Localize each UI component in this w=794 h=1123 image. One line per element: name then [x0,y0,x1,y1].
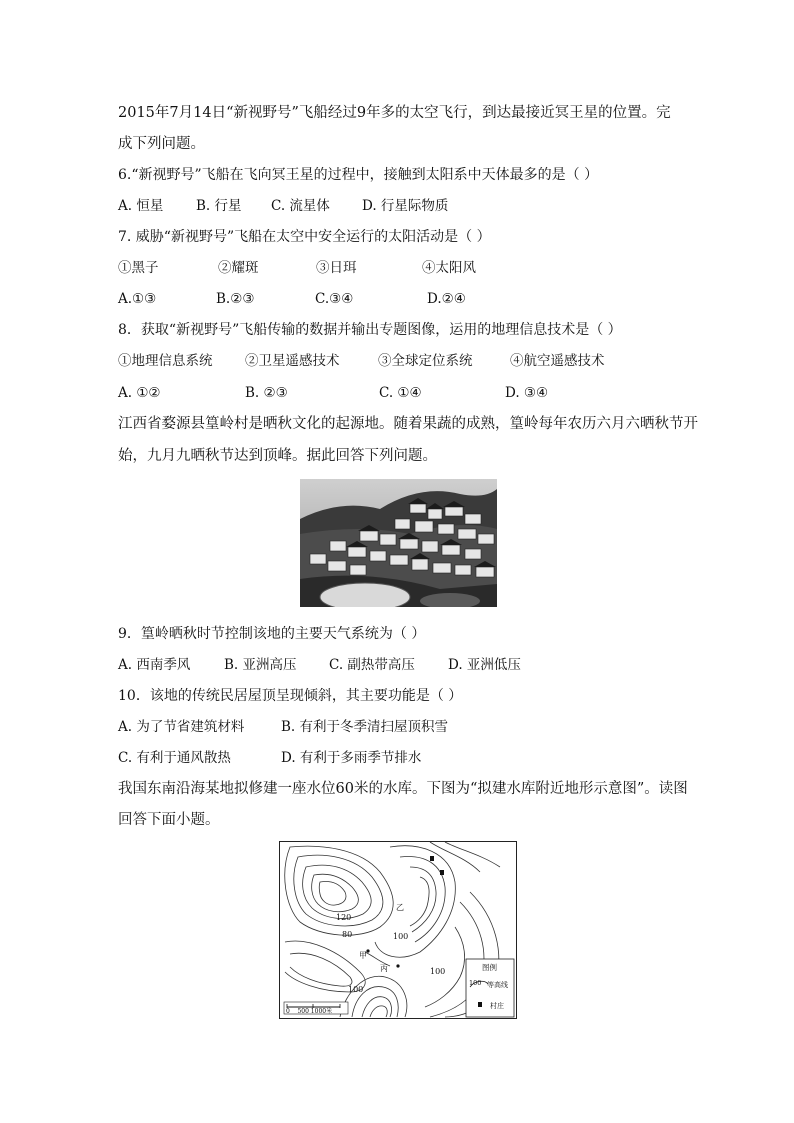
intro-3-line-1: 我国东南沿海某地拟修建一座水位60米的水库。下图为“拟建水库附近地形示意图”。读图 [118,781,688,797]
q7-item-2: ②耀斑 [218,260,259,276]
intro-2-line-1: 江西省婺源县篁岭村是晒秋文化的起源地。随着果蔬的成熟，篁岭每年农历六月六晒秋节开 [118,416,698,432]
village-marker [440,870,444,875]
contour-label-120: 120 [336,913,352,922]
point-label-jia: 甲 [359,951,367,960]
legend-contour-label: 等高线 [487,981,508,989]
q7-option-b: B.②③ [216,291,255,307]
q10-option-c: C. 有利于通风散热 [118,750,231,766]
q7-option-d: D.②④ [427,291,466,307]
q9-option-d: D. 亚洲低压 [448,657,521,673]
q9-option-b: B. 亚洲高压 [224,657,297,673]
q7-option-c: C.③④ [315,291,354,307]
q10-option-b: B. 有利于冬季清扫屋顶积雪 [281,719,449,735]
q8-option-b: B. ②③ [245,385,288,401]
intro-1-line-1: 2015年7月14日“新视野号”飞船经过9年多的太空飞行，到达最接近冥王星的位置。完 [118,105,671,121]
legend-village-label: 村庄 [490,1002,504,1010]
q6-option-b: B. 行星 [196,198,242,214]
q8-option-a: A. ①② [118,385,161,401]
q10-option-d: D. 有利于多雨季节排水 [281,750,422,766]
contour-label-80: 80 [342,930,353,939]
q7-item-4: ④太阳风 [422,260,476,276]
legend-title: 图例 [482,963,497,972]
q6-stem: 6.“新视野号”飞船在飞向冥王星的过程中，接触到太阳系中天体最多的是（ ） [118,167,599,183]
map-legend [466,959,514,1017]
q9-option-a: A. 西南季风 [118,657,191,673]
q8-item-4: ④航空遥感技术 [510,353,605,369]
map-scale-bar [284,1002,348,1015]
point-label-bing: 丙 [380,964,388,973]
contour-label-100: 100 [393,932,409,941]
village-marker [430,856,434,861]
q8-item-1: ①地理信息系统 [118,353,213,369]
village-photo [300,479,497,607]
legend-contour-value: 100 [469,979,482,987]
q6-option-a: A. 恒星 [118,198,164,214]
contour-map-drawing [280,842,516,1018]
q8-option-d: D. ③④ [505,385,549,401]
q9-option-c: C. 副热带高压 [329,657,415,673]
q7-stem: 7. 威胁“新视野号”飞船在太空中安全运行的太阳活动是（ ） [118,229,491,245]
village-photo-drawing [300,479,497,607]
q6-option-c: C. 流星体 [271,198,330,214]
q8-item-2: ②卫星遥感技术 [245,353,340,369]
contour-label-100-right: 100 [430,967,446,976]
intro-2-line-2: 始，九月九晒秋节达到顶峰。据此回答下列问题。 [118,448,437,464]
contour-label-100-lower: 100 [348,985,364,994]
point-label-yi: 乙 [396,903,404,912]
scale-text: 0 500 1000米 [286,1008,333,1015]
q7-item-1: ①黑子 [118,260,159,276]
q6-option-d: D. 行星际物质 [362,198,449,214]
intro-1-line-2: 成下列问题。 [118,136,205,152]
intro-3-line-2: 回答下面小题。 [118,812,220,828]
q7-option-a: A.①③ [118,291,157,307]
q10-stem: 10．该地的传统民居屋顶呈现倾斜，其主要功能是（ ） [118,688,463,704]
contour-map [279,841,517,1019]
q9-stem: 9．篁岭晒秋时节控制该地的主要天气系统为（ ） [118,626,426,642]
q8-item-3: ③全球定位系统 [378,353,473,369]
q8-stem: 8．获取“新视野号”飞船传输的数据并输出专题图像，运用的地理信息技术是（ ） [118,322,622,338]
q7-item-3: ③日珥 [316,260,357,276]
q10-option-a: A. 为了节省建筑材料 [118,719,245,735]
q8-option-c: C. ①④ [379,385,422,401]
